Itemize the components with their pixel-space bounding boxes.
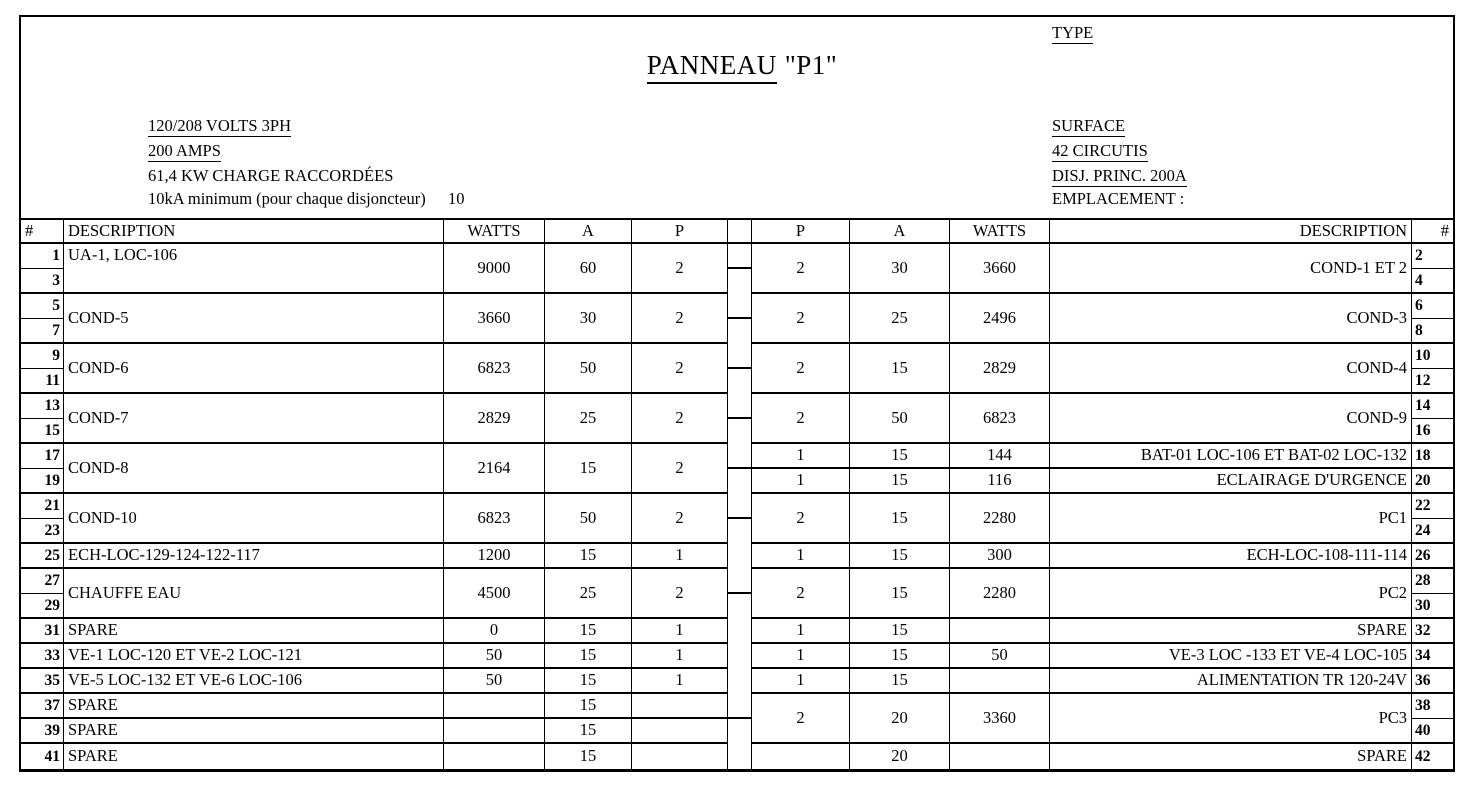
header-poles-right: P: [752, 220, 850, 244]
voltage-info: 120/208 VOLTS 3PH: [148, 116, 292, 135]
circuit-number-cell: 7: [21, 319, 64, 344]
circuit-number-cell: 11: [21, 369, 64, 394]
watts-cell: 4500: [444, 569, 545, 619]
panel-id-label: "P1": [784, 50, 838, 80]
circuit-number-cell: 5: [21, 294, 64, 319]
description-cell: COND-4: [1050, 344, 1412, 394]
circuit-number-cell: 28: [1412, 569, 1453, 594]
breaker-rating-note-value: 10: [448, 189, 465, 208]
watts-cell: 2829: [444, 394, 545, 444]
watts-cell: 50: [950, 644, 1050, 669]
circuit-number-cell: 33: [21, 644, 64, 669]
header-description-right: DESCRIPTION: [1050, 220, 1412, 244]
amps-cell: 15: [850, 619, 950, 644]
watts-cell: 300: [950, 544, 1050, 569]
poles-cell: 2: [752, 694, 850, 744]
amps-cell: 60: [545, 244, 632, 294]
poles-cell: [632, 719, 728, 744]
description-cell: SPARE: [64, 719, 444, 744]
description-cell: ECH-LOC-129-124-122-117: [64, 544, 444, 569]
circuit-number-cell: 36: [1412, 669, 1453, 694]
breaker-tie-cell: [728, 744, 752, 769]
panel-schedule-table: [19, 218, 1455, 771]
poles-cell: 2: [632, 394, 728, 444]
watts-cell: 2496: [950, 294, 1050, 344]
amps-cell: 15: [545, 544, 632, 569]
description-cell: COND-1 ET 2: [1050, 244, 1412, 294]
amps-cell: 15: [850, 469, 950, 494]
circuit-number-cell: 29: [21, 594, 64, 619]
watts-cell: 50: [444, 669, 545, 694]
watts-cell: [950, 619, 1050, 644]
description-cell: SPARE: [1050, 744, 1412, 769]
circuit-number-cell: 42: [1415, 747, 1431, 765]
amps-cell: 15: [850, 494, 950, 544]
breaker-tie-cell: [728, 294, 752, 319]
description-cell: COND-10: [64, 494, 444, 544]
amps-cell: 20: [850, 744, 950, 769]
header-number-left: #: [21, 220, 64, 244]
header-description-left: DESCRIPTION: [64, 220, 444, 244]
circuit-number-cell: 24: [1412, 519, 1453, 544]
breaker-tie-cell: [728, 619, 752, 644]
description-cell: SPARE: [1050, 619, 1412, 644]
breaker-tie-cell: [728, 494, 752, 519]
circuit-number-cell: 23: [21, 519, 64, 544]
breaker-rating-note: 10kA minimum (pour chaque disjoncteur): [148, 189, 426, 208]
breaker-tie-cell: [728, 644, 752, 669]
watts-cell: [950, 669, 1050, 694]
amps-cell: 15: [545, 644, 632, 669]
breaker-tie-cell: [728, 544, 752, 569]
circuit-number-cell: 32: [1412, 619, 1453, 644]
circuit-number-cell: 27: [21, 569, 64, 594]
circuit-number-cell: 34: [1412, 644, 1453, 669]
circuit-number-cell: 2: [1412, 244, 1453, 269]
circuit-number-cell: 26: [1412, 544, 1453, 569]
breaker-tie-cell: [728, 269, 752, 294]
location-label: EMPLACEMENT :: [1052, 189, 1185, 208]
amps-cell: 15: [545, 669, 632, 694]
breaker-tie-cell: [728, 394, 752, 419]
poles-cell: 1: [752, 469, 850, 494]
poles-cell: 2: [752, 344, 850, 394]
poles-cell: [632, 744, 728, 769]
amps-cell: 25: [545, 569, 632, 619]
watts-cell: 0: [444, 619, 545, 644]
circuit-number-cell: 35: [21, 669, 64, 694]
header-amps-left: A: [545, 220, 632, 244]
poles-cell: 2: [752, 494, 850, 544]
amps-cell: 50: [545, 344, 632, 394]
description-cell: COND-8: [64, 444, 444, 494]
panel-name-label: PANNEAU: [647, 50, 777, 84]
poles-cell: 2: [632, 444, 728, 494]
amps-cell: 20: [850, 694, 950, 744]
amps-cell: 15: [850, 644, 950, 669]
watts-cell: 9000: [444, 244, 545, 294]
breaker-tie-cell: [728, 669, 752, 694]
circuit-number-cell: 38: [1412, 694, 1453, 719]
description-cell: VE-3 LOC -133 ET VE-4 LOC-105: [1050, 644, 1412, 669]
circuit-number-cell: 25: [21, 544, 64, 569]
circuit-number-cell: 31: [21, 619, 64, 644]
breaker-tie-cell: [728, 419, 752, 444]
amps-cell: 15: [850, 444, 950, 469]
watts-cell: 2164: [444, 444, 545, 494]
circuit-number-cell: 30: [1412, 594, 1453, 619]
breaker-tie-cell: [728, 719, 752, 744]
description-cell: UA-1, LOC-106: [64, 244, 444, 294]
circuit-number-cell: 1: [21, 244, 64, 269]
header-number-right: #: [1412, 220, 1453, 244]
description-cell: SPARE: [64, 619, 444, 644]
circuit-number-cell: 22: [1412, 494, 1453, 519]
description-cell: ECLAIRAGE D'URGENCE: [1050, 469, 1412, 494]
watts-cell: 2829: [950, 344, 1050, 394]
poles-cell: 2: [752, 569, 850, 619]
description-cell: COND-5: [64, 294, 444, 344]
amps-cell: 30: [545, 294, 632, 344]
watts-cell: [950, 744, 1050, 769]
watts-cell: 2280: [950, 569, 1050, 619]
circuit-number-cell: 16: [1412, 419, 1453, 444]
circuit-number-cell: 19: [21, 469, 64, 494]
poles-cell: [632, 694, 728, 719]
circuit-number-cell: 4: [1412, 269, 1453, 294]
watts-cell: 1200: [444, 544, 545, 569]
poles-cell: 1: [632, 619, 728, 644]
circuit-number-cell: 10: [1412, 344, 1453, 369]
watts-cell: 50: [444, 644, 545, 669]
breaker-tie-cell: [728, 244, 752, 269]
breaker-tie-cell: [728, 519, 752, 544]
poles-cell: [752, 744, 850, 769]
poles-cell: 2: [632, 569, 728, 619]
circuit-number-cell: 39: [21, 719, 64, 744]
description-cell: BAT-01 LOC-106 ET BAT-02 LOC-132: [1050, 444, 1412, 469]
amps-cell: 50: [850, 394, 950, 444]
breaker-tie-cell: [728, 369, 752, 394]
circuit-number-cell: 18: [1412, 444, 1453, 469]
watts-cell: [444, 694, 545, 719]
watts-cell: 116: [950, 469, 1050, 494]
description-cell: VE-5 LOC-132 ET VE-6 LOC-106: [64, 669, 444, 694]
circuit-number-cell: 20: [1412, 469, 1453, 494]
description-cell: COND-6: [64, 344, 444, 394]
circuit-number-cell: 9: [21, 344, 64, 369]
page-title: [560, 50, 924, 81]
watts-cell: 2280: [950, 494, 1050, 544]
watts-cell: 3660: [444, 294, 545, 344]
amps-cell: 15: [850, 669, 950, 694]
description-cell: SPARE: [64, 744, 444, 769]
circuit-number-cell: 8: [1412, 319, 1453, 344]
poles-cell: 2: [632, 344, 728, 394]
circuit-number-cell: 37: [21, 694, 64, 719]
amps-cell: 50: [545, 494, 632, 544]
poles-cell: 2: [752, 394, 850, 444]
breaker-tie-cell: [728, 319, 752, 344]
description-cell: PC2: [1050, 569, 1412, 619]
amps-cell: 15: [850, 344, 950, 394]
description-cell: CHAUFFE EAU: [64, 569, 444, 619]
watts-cell: [444, 744, 545, 769]
circuit-number-cell: 21: [21, 494, 64, 519]
poles-cell: 2: [632, 294, 728, 344]
circuit-number-cell: 14: [1412, 394, 1453, 419]
poles-cell: 1: [752, 444, 850, 469]
poles-cell: 1: [752, 619, 850, 644]
mounting-info: SURFACE: [1052, 116, 1126, 135]
description-cell: ALIMENTATION TR 120-24V: [1050, 669, 1412, 694]
amps-cell: 15: [545, 744, 632, 769]
breaker-tie-cell: [728, 344, 752, 369]
connected-load-info: 61,4 KW CHARGE RACCORDÉES: [148, 166, 394, 185]
poles-cell: 1: [632, 644, 728, 669]
description-cell: COND-9: [1050, 394, 1412, 444]
watts-cell: [444, 719, 545, 744]
breaker-tie-cell: [728, 444, 752, 469]
description-cell: VE-1 LOC-120 ET VE-2 LOC-121: [64, 644, 444, 669]
poles-cell: 2: [752, 294, 850, 344]
description-cell: COND-3: [1050, 294, 1412, 344]
watts-cell: 3660: [950, 244, 1050, 294]
amperage-info: 200 AMPS: [148, 141, 221, 160]
poles-cell: 1: [752, 544, 850, 569]
amps-cell: 15: [545, 694, 632, 719]
circuit-number-cell: 13: [21, 394, 64, 419]
circuit-number-cell: 6: [1412, 294, 1453, 319]
header-poles-left: P: [632, 220, 728, 244]
watts-cell: 6823: [444, 494, 545, 544]
description-cell: COND-7: [64, 394, 444, 444]
amps-cell: 15: [545, 719, 632, 744]
amps-cell: 15: [545, 619, 632, 644]
description-cell: PC1: [1050, 494, 1412, 544]
poles-cell: 1: [752, 669, 850, 694]
breaker-tie-cell: [728, 594, 752, 619]
amps-cell: 15: [850, 544, 950, 569]
breaker-tie-cell: [728, 694, 752, 719]
poles-cell: 2: [632, 494, 728, 544]
description-cell: ECH-LOC-108-111-114: [1050, 544, 1412, 569]
amps-cell: 15: [850, 569, 950, 619]
poles-cell: 1: [632, 669, 728, 694]
watts-cell: 3360: [950, 694, 1050, 744]
amps-cell: 25: [545, 394, 632, 444]
header-watts-left: WATTS: [444, 220, 545, 244]
amps-cell: 30: [850, 244, 950, 294]
amps-cell: 25: [850, 294, 950, 344]
circuit-number-cell: 41: [21, 744, 64, 769]
watts-cell: 144: [950, 444, 1050, 469]
breaker-tie-cell: [728, 569, 752, 594]
description-cell: PC3: [1050, 694, 1412, 744]
breaker-tie-cell: [728, 469, 752, 494]
poles-cell: 2: [632, 244, 728, 294]
poles-cell: 1: [752, 644, 850, 669]
circuit-number-cell: 40: [1412, 719, 1453, 744]
circuit-number-cell: 12: [1412, 369, 1453, 394]
main-breaker-info: DISJ. PRINC. 200A: [1052, 166, 1187, 185]
watts-cell: 6823: [950, 394, 1050, 444]
header-amps-right: A: [850, 220, 950, 244]
amps-cell: 15: [545, 444, 632, 494]
description-cell: SPARE: [64, 694, 444, 719]
circuit-number-cell: 17: [21, 444, 64, 469]
panel-type-label: TYPE: [1052, 23, 1094, 42]
watts-cell: 6823: [444, 344, 545, 394]
circuit-number-cell: 15: [21, 419, 64, 444]
header-tie-spacer: [728, 220, 752, 244]
poles-cell: 2: [752, 244, 850, 294]
circuit-number-cell: 3: [21, 269, 64, 294]
circuits-count-info: 42 CIRCUTIS: [1052, 141, 1148, 160]
header-watts-right: WATTS: [950, 220, 1050, 244]
poles-cell: 1: [632, 544, 728, 569]
